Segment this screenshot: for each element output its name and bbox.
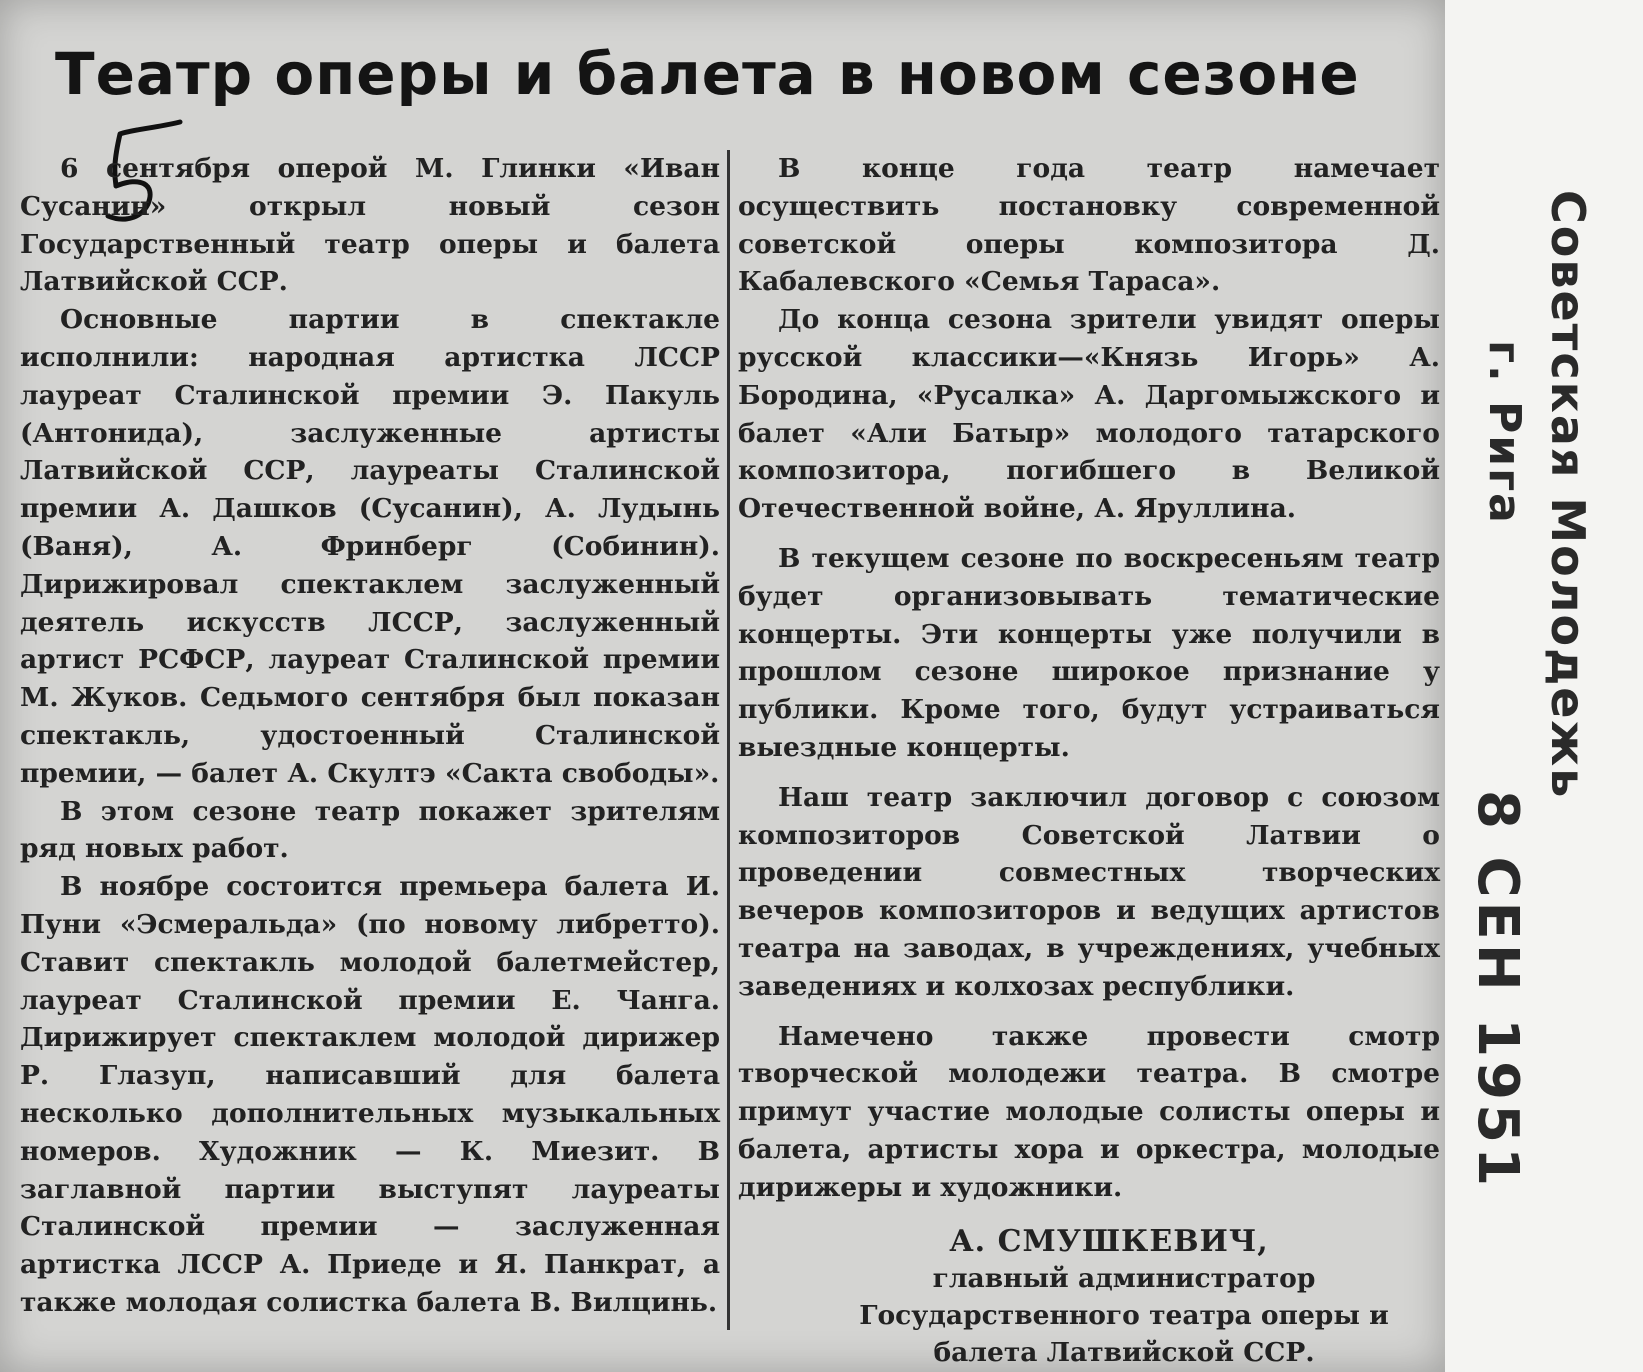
column-divider (727, 150, 730, 1330)
author-signature (738, 1223, 1440, 1372)
source-newspaper-name: Советская Молодежь (1541, 190, 1595, 800)
paragraph: В ноябре состоится премьера балета И. Пуни «Эсмеральда» (по новому либретто). Ставит спектакль молодой балетмейстер, лауреат Сталинской премии Е. Чанга. Дирижирует спектаклем молодой дирижер Р. Глазуп, написавший для балета несколько дополнительных музыкальных номеров. Художник — К. Миезит. В заглавной партии выступят лауреаты Сталинской премии — заслуженная артистка ЛССР А. Приеде и Я. Панкрат, а также молодая солистка балета В. Вилцинь. (20, 871, 720, 1318)
paragraph: Наш театр заключил договор с союзом композиторов Советской Латвии о проведении совместных творческих вечеров композиторов и ведущих артистов театра на заводах, в учреждениях, учебных заведениях и колхозах республики. (738, 781, 1440, 1002)
article-column-left (20, 150, 720, 1322)
author-role: главный администратор Государственного театра оперы и балета Латвийской ССР. (859, 1263, 1389, 1369)
paragraph: В текущем сезоне по воскресеньям театр будет организовывать тематические концерты. Эти концерты уже получили в прошлом сезоне широкое признание у публики. Кроме того, будут устраиваться выездные концерты. (738, 542, 1440, 763)
source-date-stamp: 8 СЕН 1951 (1465, 790, 1530, 1191)
article-column-right (738, 150, 1440, 1371)
article-headline: Театр оперы и балета в новом сезоне (55, 40, 1360, 108)
paragraph: 6 сентября оперой М. Глинки «Иван Сусанин» открыл новый сезон Государственный театр оперы и балета Латвийской ССР. (20, 153, 720, 298)
source-city: г. Рига (1479, 340, 1530, 525)
paragraph: В конце года театр намечает осуществить постановку современной советской оперы композитора Д. Кабалевского «Семья Тараса». (738, 153, 1440, 298)
author-name: А. СМУШКЕВИЧ, (949, 1223, 1269, 1259)
paragraph: Намечено также провести смотр творческой молодежи театра. В смотре примут участие молодые солисты оперы и балета, артисты хора и оркестра, молодые дирижеры и художники. (738, 1020, 1440, 1203)
paragraph: До конца сезона зрители увидят оперы русской классики—«Князь Игорь» А. Бородина, «Русалка» А. Даргомыжского и балет «Али Батыр» молодого татарского композитора, погибшего в Великой Отечественной войне, А. Яруллина. (738, 304, 1440, 525)
archive-stamp-strip (1445, 0, 1643, 1372)
paragraph: Основные партии в спектакле исполнили: народная артистка ЛССР лауреат Сталинской премии Э. Пакуль (Антонида), заслуженные артисты Латвийской ССР, лауреаты Сталинской премии А. Дашков (Сусанин), А. Лудынь (Ваня), А. Фринберг (Собинин). Дирижировал спектаклем заслуженный деятель искусств ЛССР, заслуженный артист РСФСР, лауреат Сталинской премии М. Жуков. Седьмого сентября был показан спектакль, удостоенный Сталинской премии, — балет А. Скултэ «Сакта свободы». (20, 304, 720, 789)
paragraph: В этом сезоне театр покажет зрителям ряд новых работ. (20, 795, 720, 865)
